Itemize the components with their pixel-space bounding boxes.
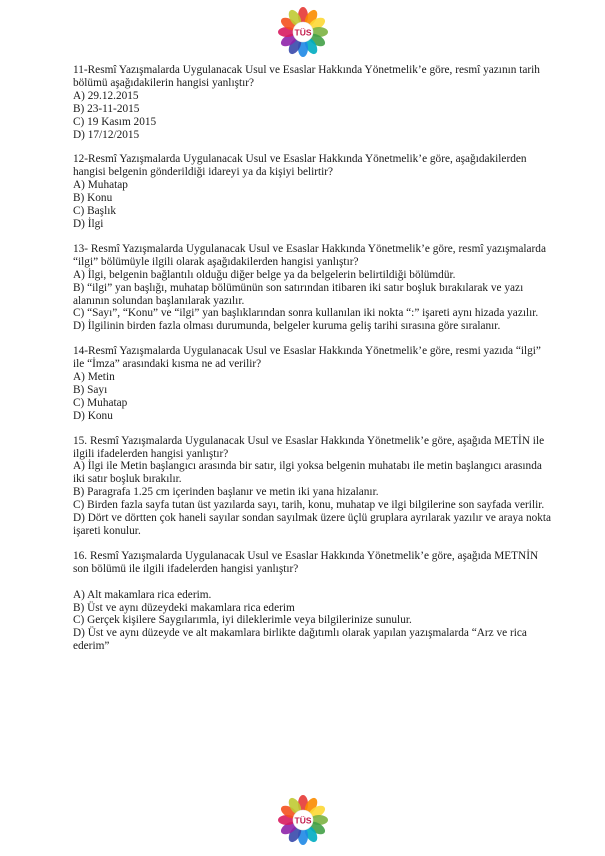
option-c: C) Birden fazla sayfa tutan üst yazılarda sayı, tarih, konu, muhatap ve ilgi bilgilerine son sayfada verilir. xyxy=(73,499,545,512)
question-stem: 12-Resmî Yazışmalarda Uygulanacak Usul ve Esaslar Hakkında Yönetmelik’e göre, aşağıdakilerden hangisi belgenin gönderildiği idareyi ya da kişiyi belirtir? xyxy=(73,153,527,179)
question-stem: 14-Resmî Yazışmalarda Uygulanacak Usul ve Esaslar Hakkında Yönetmelik’e göre, resmi yazıda “ilgi” ile “İmza” arasındaki kısma ne ad verilir? xyxy=(73,345,541,371)
flower-logo-icon xyxy=(277,6,329,58)
option-b: B) 23-11-2015 xyxy=(73,102,140,115)
question-14 xyxy=(73,345,553,422)
option-c: C) Başlık xyxy=(73,205,116,218)
question-12 xyxy=(73,153,553,230)
option-b: B) Sayı xyxy=(73,383,108,396)
option-d: D) İlgi xyxy=(73,217,104,230)
logo-text: TÜS xyxy=(294,815,311,826)
question-16 xyxy=(73,550,553,653)
tus-logo-top xyxy=(277,6,329,62)
option-d: D) Üst ve aynı düzeyde ve alt makamlara birlikte dağıtımlı olarak yapılan yazışmalarda “Arz ve rica ederim” xyxy=(73,627,527,653)
option-a: A) İlgi, belgenin bağlantılı olduğu diğer belge ya da belgelerin belirtildiği bölümdür. xyxy=(73,268,456,281)
logo-text: TÜS xyxy=(294,27,311,38)
option-c: C) 19 Kasım 2015 xyxy=(73,115,157,128)
option-d: D) İlgilinin birden fazla olması durumunda, belgeler kuruma geliş tarihi sırasına göre sıralanır. xyxy=(73,320,501,333)
option-d: D) Dört ve dörtten çok haneli sayılar sondan sayılmak üzere üçlü gruplara ayrılarak yazılır ve araya nokta işareti konulur. xyxy=(73,512,552,537)
option-c: C) “Sayı”, “Konu” ve “ilgi” yan başlıklarından sonra kullanılan iki nokta “:” işareti aynı hizada yazılır. xyxy=(73,307,539,320)
option-c: C) Muhatap xyxy=(73,396,128,409)
option-b: B) Paragrafa 1.25 cm içerinden başlanır ve metin iki yana hizalanır. xyxy=(73,486,379,499)
flower-logo-icon xyxy=(277,794,329,846)
option-d: D) Konu xyxy=(73,409,113,422)
blank-line xyxy=(73,576,553,589)
question-sheet xyxy=(73,64,553,665)
option-b: B) “ilgi” yan başlığı, muhatap bölümünün son satırından itibaren iki satır boşluk bırakılarak ve yazı alanının solundan başlanılarak yazılır. xyxy=(73,281,524,307)
option-b: B) Üst ve aynı düzeydeki makamlara rica ederim xyxy=(73,601,295,614)
question-stem: 15. Resmî Yazışmalarda Uygulanacak Usul ve Esaslar Hakkında Yönetmelik’e göre, aşağıda METİN ile ilgili ifadelerden hangisi yanlıştır? xyxy=(73,434,545,460)
question-11 xyxy=(73,64,553,141)
option-a: A) İlgi ile Metin başlangıcı arasında bir satır, ilgi yoksa belgenin muhatabı ile metin başlangıcı arasında iki satır boşluk bırakılır. xyxy=(73,460,542,486)
option-a: A) Alt makamlara rica ederim. xyxy=(73,588,212,601)
option-d: D) 17/12/2015 xyxy=(73,128,140,141)
question-13 xyxy=(73,243,553,333)
question-stem: 16. Resmî Yazışmalarda Uygulanacak Usul ve Esaslar Hakkında Yönetmelik’e göre, aşağıda METNİN son bölümü ile ilgili ifadelerden hangisi yanlıştır? xyxy=(73,549,539,575)
question-15 xyxy=(73,435,553,538)
question-stem: 13- Resmî Yazışmalarda Uygulanacak Usul ve Esaslar Hakkında Yönetmelik’e göre, resmî yazışmalarda “ilgi” bölümüyle ilgili olarak aşağıdakilerden hangisi yanlıştır? xyxy=(73,242,546,268)
option-a: A) Metin xyxy=(73,371,115,384)
tus-logo-bottom xyxy=(277,794,329,850)
question-stem: 11-Resmî Yazışmalarda Uygulanacak Usul ve Esaslar Hakkında Yönetmelik’e göre, resmî yazının tarih bölümü aşağıdakilerin hangisi yanlıştır? xyxy=(73,64,540,89)
option-a: A) Muhatap xyxy=(73,179,128,192)
option-a: A) 29.12.2015 xyxy=(73,89,139,102)
option-c: C) Gerçek kişilere Saygılarımla, iyi dileklerimle veya bilgilerinize sunulur. xyxy=(73,614,412,627)
option-b: B) Konu xyxy=(73,192,113,205)
